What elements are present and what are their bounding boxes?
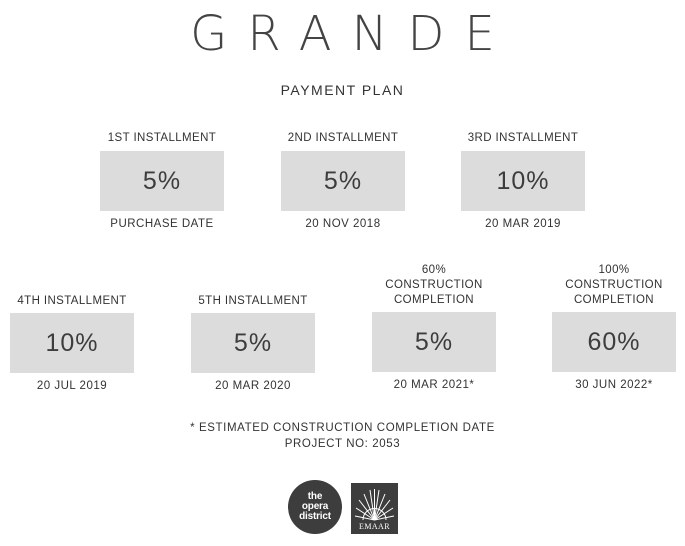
installment-percent: 60% (552, 312, 676, 372)
installment-2 (281, 131, 405, 230)
estimate-note: * ESTIMATED CONSTRUCTION COMPLETION DATE (190, 422, 495, 434)
installment-label: 2ND INSTALLMENT (287, 132, 399, 144)
emaar-logo (351, 483, 398, 534)
installment-percent: 5% (372, 312, 496, 372)
installment-label: 60% CONSTRUCTION COMPLETION (385, 264, 483, 306)
installment-1 (100, 131, 224, 230)
opera-district-logo: the opera district (288, 480, 342, 534)
installment-date: 20 JUL 2019 (36, 380, 108, 392)
installment-date: PURCHASE DATE (110, 218, 214, 230)
installment-date: 20 NOV 2018 (305, 218, 381, 230)
installment-6 (372, 263, 496, 391)
sunburst-icon (351, 486, 398, 524)
installment-4 (10, 294, 134, 392)
installment-7 (552, 263, 676, 391)
installment-percent: 5% (100, 151, 224, 211)
installment-label: 100% CONSTRUCTION COMPLETION (565, 264, 663, 306)
page-subtitle: PAYMENT PLAN (280, 82, 405, 98)
page-title: GRANDE (190, 6, 515, 62)
installment-label: 1ST INSTALLMENT (107, 132, 217, 144)
installment-percent: 5% (281, 151, 405, 211)
installment-date: 30 JUN 2022* (575, 379, 653, 391)
installment-date: 20 MAR 2020 (215, 380, 291, 392)
installment-3 (461, 131, 585, 230)
installment-percent: 10% (461, 151, 585, 211)
emaar-wordmark: EMAAR (359, 522, 390, 531)
footnote (0, 420, 685, 452)
installment-percent: 5% (191, 313, 315, 373)
installment-label: 3RD INSTALLMENT (467, 132, 579, 144)
installment-5 (191, 294, 315, 392)
installment-label: 4TH INSTALLMENT (17, 295, 127, 307)
installment-percent: 10% (10, 313, 134, 373)
project-number: PROJECT NO: 2053 (284, 438, 401, 450)
installment-date: 20 MAR 2019 (485, 218, 561, 230)
installment-label: 5TH INSTALLMENT (198, 295, 308, 307)
installment-date: 20 MAR 2021* (393, 379, 475, 391)
